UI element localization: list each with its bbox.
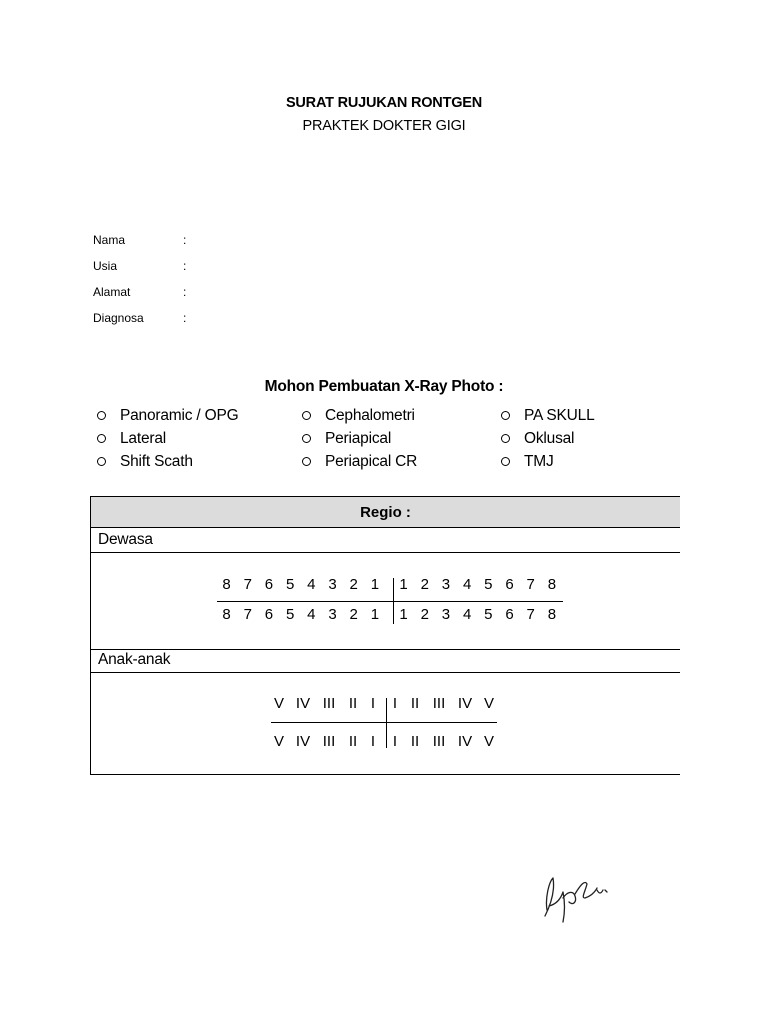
tooth-number: III [322, 733, 336, 750]
option-label: Cephalometri [325, 407, 415, 424]
tooth-number: 3 [328, 576, 337, 593]
option-label: Lateral [120, 430, 166, 447]
tooth-number: II [348, 733, 358, 750]
tooth-number: IV [457, 695, 473, 712]
circle-bullet-icon [501, 434, 510, 443]
tooth-number: 2 [420, 606, 429, 623]
tooth-number: V [273, 733, 284, 750]
tooth-number: 3 [328, 606, 337, 623]
option-label: Oklusal [524, 430, 575, 447]
midline-horizontal [271, 722, 497, 723]
circle-bullet-icon [97, 411, 106, 420]
tooth-number: 2 [349, 606, 358, 623]
tooth-number: I [392, 733, 398, 750]
child-row-label: Anak-anak [98, 651, 171, 668]
adult-lower-right-quadrant [393, 606, 563, 623]
midline-horizontal [217, 601, 563, 602]
option-label: Panoramic / OPG [120, 407, 239, 424]
field-label: Diagnosa [93, 311, 144, 325]
option-label: PA SKULL [524, 407, 595, 424]
field-label: Nama [93, 233, 126, 247]
field-separator: : [183, 285, 187, 299]
adult-lower-left-quadrant [216, 606, 386, 623]
child-lower-right-quadrant [386, 733, 500, 750]
tooth-number: 7 [243, 606, 252, 623]
tooth-number: 8 [222, 576, 231, 593]
tooth-number: II [410, 695, 420, 712]
tooth-number: I [370, 695, 376, 712]
circle-bullet-icon [97, 457, 106, 466]
tooth-number: IV [295, 733, 311, 750]
tooth-number: I [370, 733, 376, 750]
tooth-number: V [273, 695, 284, 712]
tooth-number: II [348, 695, 358, 712]
child-upper-left-quadrant [268, 695, 382, 712]
tooth-number: II [410, 733, 420, 750]
field-separator: : [183, 259, 187, 273]
tooth-number: III [432, 695, 446, 712]
adult-upper-right-quadrant [393, 576, 563, 593]
tooth-number: 6 [264, 606, 274, 623]
child-upper-right-quadrant [386, 695, 500, 712]
tooth-number: 7 [526, 576, 535, 593]
tooth-number: III [432, 733, 446, 750]
signature [535, 868, 615, 930]
circle-bullet-icon [302, 411, 311, 420]
document-subtitle: PRAKTEK DOKTER GIGI [302, 118, 466, 134]
tooth-number: 1 [370, 576, 380, 593]
xray-request-heading: Mohon Pembuatan X-Ray Photo : [264, 378, 504, 395]
field-separator: : [183, 233, 187, 247]
row-divider [91, 552, 680, 553]
tooth-number: III [322, 695, 336, 712]
tooth-number: I [392, 695, 398, 712]
circle-bullet-icon [302, 457, 311, 466]
tooth-number: 5 [285, 576, 295, 593]
circle-bullet-icon [501, 457, 510, 466]
tooth-number: 1 [370, 606, 380, 623]
tooth-number: 1 [399, 576, 408, 593]
tooth-number: 8 [547, 576, 557, 593]
field-label: Alamat [93, 285, 131, 299]
row-divider [91, 649, 680, 650]
tooth-number: V [483, 733, 494, 750]
midline-vertical [386, 698, 387, 748]
option-label: Shift Scath [120, 453, 193, 470]
row-divider [91, 672, 680, 673]
regio-heading: Regio : [91, 497, 680, 528]
tooth-number: 3 [441, 606, 451, 623]
circle-bullet-icon [302, 434, 311, 443]
option-label: TMJ [524, 453, 554, 470]
tooth-number: 4 [462, 606, 472, 623]
tooth-number: 2 [420, 576, 429, 593]
circle-bullet-icon [97, 434, 106, 443]
tooth-number: 5 [484, 606, 493, 623]
tooth-number: IV [457, 733, 473, 750]
tooth-number: 6 [264, 576, 274, 593]
tooth-number: 6 [505, 576, 514, 593]
tooth-number: 4 [307, 606, 316, 623]
field-separator: : [183, 311, 187, 325]
tooth-number: 5 [285, 606, 295, 623]
tooth-number: 8 [547, 606, 557, 623]
document-title: SURAT RUJUKAN RONTGEN [285, 95, 483, 111]
child-lower-left-quadrant [268, 733, 382, 750]
tooth-number: 6 [505, 606, 514, 623]
adult-row-label: Dewasa [98, 531, 153, 548]
field-label: Usia [93, 259, 118, 273]
option-label: Periapical [325, 430, 392, 447]
circle-bullet-icon [501, 411, 510, 420]
tooth-number: 3 [441, 576, 451, 593]
tooth-number: 4 [462, 576, 472, 593]
regio-table [90, 496, 680, 775]
adult-upper-left-quadrant [216, 576, 386, 593]
tooth-number: V [483, 695, 494, 712]
option-label: Periapical CR [325, 453, 418, 470]
tooth-number: 8 [222, 606, 231, 623]
tooth-number: 7 [243, 576, 252, 593]
tooth-number: 7 [526, 606, 535, 623]
tooth-number: 1 [399, 606, 408, 623]
tooth-number: 4 [307, 576, 316, 593]
tooth-number: IV [295, 695, 311, 712]
tooth-number: 2 [349, 576, 358, 593]
tooth-number: 5 [484, 576, 493, 593]
